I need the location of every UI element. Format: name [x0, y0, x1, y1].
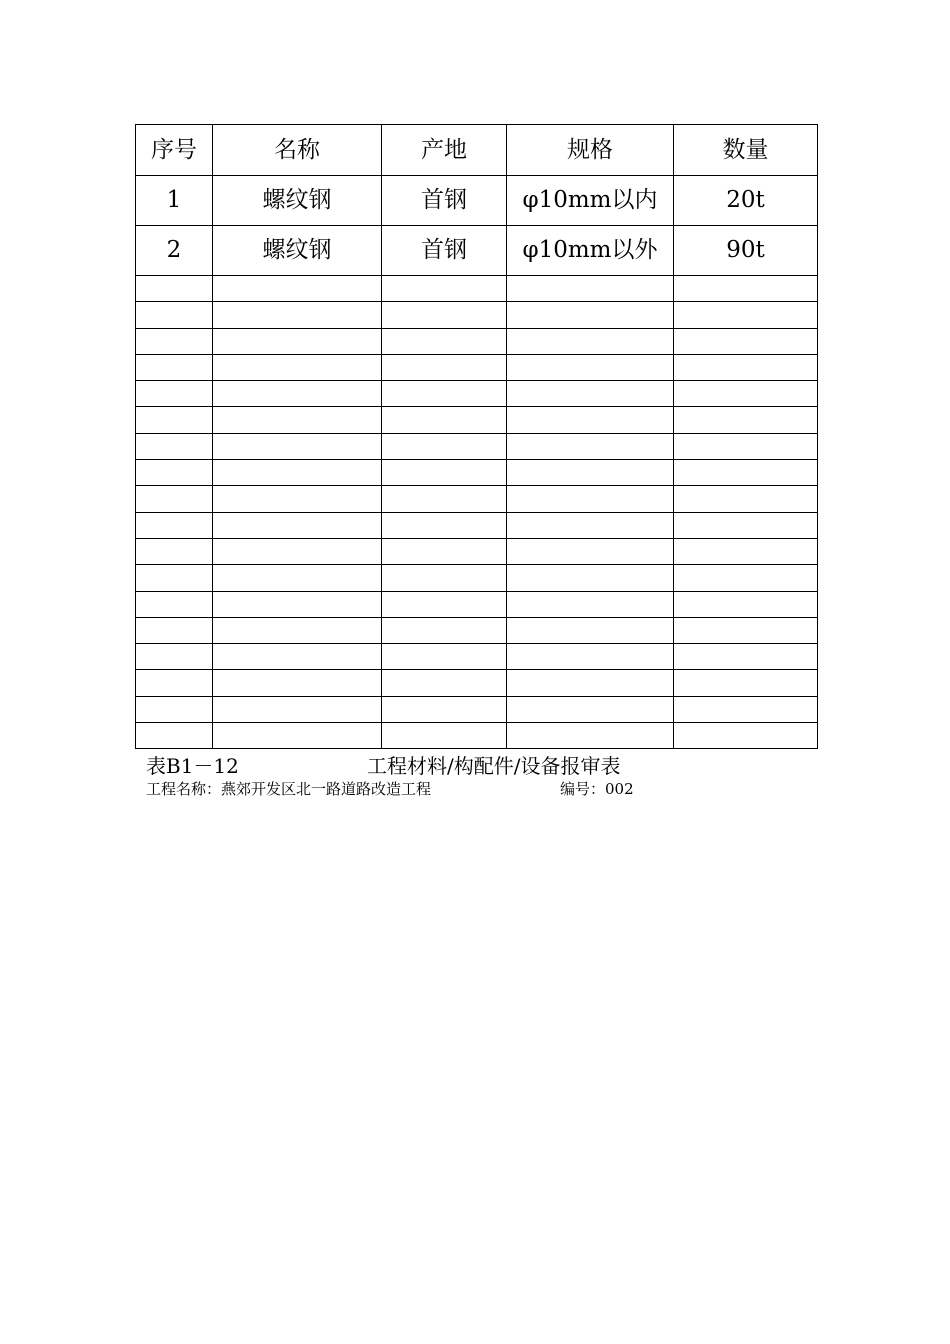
empty-cell	[507, 460, 674, 486]
empty-table-row	[136, 276, 818, 302]
empty-cell	[674, 670, 818, 696]
empty-cell	[213, 644, 382, 670]
empty-cell	[674, 302, 818, 328]
empty-cell	[674, 644, 818, 670]
empty-cell	[382, 591, 507, 617]
empty-cell	[136, 538, 213, 564]
empty-cell	[382, 617, 507, 643]
empty-cell	[674, 617, 818, 643]
empty-cell	[674, 276, 818, 302]
empty-cell	[507, 565, 674, 591]
number-value: 002	[605, 780, 634, 798]
empty-cell	[136, 591, 213, 617]
empty-cell	[213, 276, 382, 302]
empty-cell	[136, 354, 213, 380]
empty-cell	[674, 486, 818, 512]
empty-cell	[674, 538, 818, 564]
empty-cell	[213, 433, 382, 459]
empty-cell	[674, 565, 818, 591]
table-header-row	[136, 125, 818, 176]
empty-table-row	[136, 696, 818, 722]
empty-cell	[213, 460, 382, 486]
empty-cell	[136, 617, 213, 643]
project-label: 工程名称：	[146, 780, 222, 798]
empty-cell	[136, 407, 213, 433]
empty-cell	[213, 381, 382, 407]
empty-cell	[382, 486, 507, 512]
empty-cell	[213, 696, 382, 722]
cell-name: 螺纹钢	[213, 226, 382, 276]
empty-table-row	[136, 328, 818, 354]
empty-cell	[507, 486, 674, 512]
empty-cell	[136, 644, 213, 670]
empty-cell	[136, 723, 213, 749]
cell-serial: 1	[136, 176, 213, 226]
empty-cell	[674, 433, 818, 459]
empty-cell	[674, 723, 818, 749]
empty-cell	[674, 696, 818, 722]
empty-cell	[507, 328, 674, 354]
empty-cell	[674, 354, 818, 380]
empty-cell	[382, 538, 507, 564]
empty-table-row	[136, 723, 818, 749]
empty-cell	[382, 433, 507, 459]
empty-cell	[136, 302, 213, 328]
cell-serial: 2	[136, 226, 213, 276]
header-spec: 规格	[507, 125, 674, 176]
empty-cell	[507, 644, 674, 670]
empty-cell	[136, 460, 213, 486]
empty-table-row	[136, 407, 818, 433]
number-label: 编号：	[560, 780, 606, 798]
empty-cell	[136, 381, 213, 407]
cell-quantity: 20t	[674, 176, 818, 226]
table-row	[136, 176, 818, 226]
empty-cell	[507, 354, 674, 380]
cell-origin: 首钢	[382, 176, 507, 226]
empty-cell	[213, 670, 382, 696]
empty-cell	[136, 433, 213, 459]
empty-cell	[382, 407, 507, 433]
empty-cell	[382, 723, 507, 749]
empty-cell	[213, 328, 382, 354]
cell-spec: φ10mm以内	[507, 176, 674, 226]
project-name: 燕郊开发区北一路道路改造工程	[221, 780, 432, 798]
empty-cell	[674, 591, 818, 617]
empty-cell	[136, 486, 213, 512]
empty-cell	[136, 328, 213, 354]
empty-cell	[382, 381, 507, 407]
empty-cell	[213, 407, 382, 433]
empty-table-row	[136, 591, 818, 617]
cell-origin: 首钢	[382, 226, 507, 276]
document-number-line	[560, 778, 634, 799]
empty-cell	[674, 407, 818, 433]
empty-cell	[136, 565, 213, 591]
empty-cell	[507, 433, 674, 459]
header-quantity: 数量	[674, 125, 818, 176]
empty-cell	[382, 512, 507, 538]
empty-cell	[507, 591, 674, 617]
empty-cell	[382, 302, 507, 328]
empty-cell	[674, 512, 818, 538]
empty-cell	[213, 302, 382, 328]
form-title: 工程材料/构配件/设备报审表	[367, 754, 621, 778]
header-origin: 产地	[382, 125, 507, 176]
empty-cell	[382, 460, 507, 486]
empty-cell	[507, 538, 674, 564]
empty-cell	[507, 512, 674, 538]
empty-cell	[382, 565, 507, 591]
empty-table-row	[136, 433, 818, 459]
empty-cell	[213, 591, 382, 617]
empty-table-row	[136, 486, 818, 512]
form-code: 表B1－12	[146, 754, 239, 778]
empty-table-row	[136, 354, 818, 380]
empty-cell	[213, 565, 382, 591]
empty-cell	[382, 354, 507, 380]
empty-cell	[507, 617, 674, 643]
empty-cell	[136, 670, 213, 696]
table-row	[136, 226, 818, 276]
cell-spec: φ10mm以外	[507, 226, 674, 276]
empty-cell	[136, 696, 213, 722]
cell-name: 螺纹钢	[213, 176, 382, 226]
empty-cell	[507, 381, 674, 407]
empty-table-row	[136, 381, 818, 407]
empty-cell	[507, 723, 674, 749]
empty-cell	[674, 328, 818, 354]
empty-cell	[382, 328, 507, 354]
empty-table-row	[136, 617, 818, 643]
header-serial: 序号	[136, 125, 213, 176]
empty-cell	[507, 276, 674, 302]
empty-cell	[382, 644, 507, 670]
empty-cell	[507, 696, 674, 722]
empty-cell	[674, 460, 818, 486]
empty-cell	[382, 696, 507, 722]
empty-cell	[213, 354, 382, 380]
empty-table-row	[136, 538, 818, 564]
empty-cell	[213, 512, 382, 538]
empty-table-row	[136, 670, 818, 696]
empty-table-row	[136, 565, 818, 591]
materials-table	[135, 124, 818, 749]
empty-cell	[213, 723, 382, 749]
empty-cell	[213, 538, 382, 564]
empty-cell	[382, 670, 507, 696]
empty-cell	[382, 276, 507, 302]
empty-cell	[213, 486, 382, 512]
header-name: 名称	[213, 125, 382, 176]
empty-cell	[674, 381, 818, 407]
empty-cell	[136, 512, 213, 538]
empty-table-row	[136, 512, 818, 538]
empty-cell	[136, 276, 213, 302]
empty-cell	[507, 670, 674, 696]
empty-cell	[213, 617, 382, 643]
empty-cell	[507, 302, 674, 328]
empty-table-row	[136, 460, 818, 486]
project-name-line	[146, 778, 431, 799]
cell-quantity: 90t	[674, 226, 818, 276]
empty-table-row	[136, 302, 818, 328]
empty-cell	[507, 407, 674, 433]
empty-table-row	[136, 644, 818, 670]
